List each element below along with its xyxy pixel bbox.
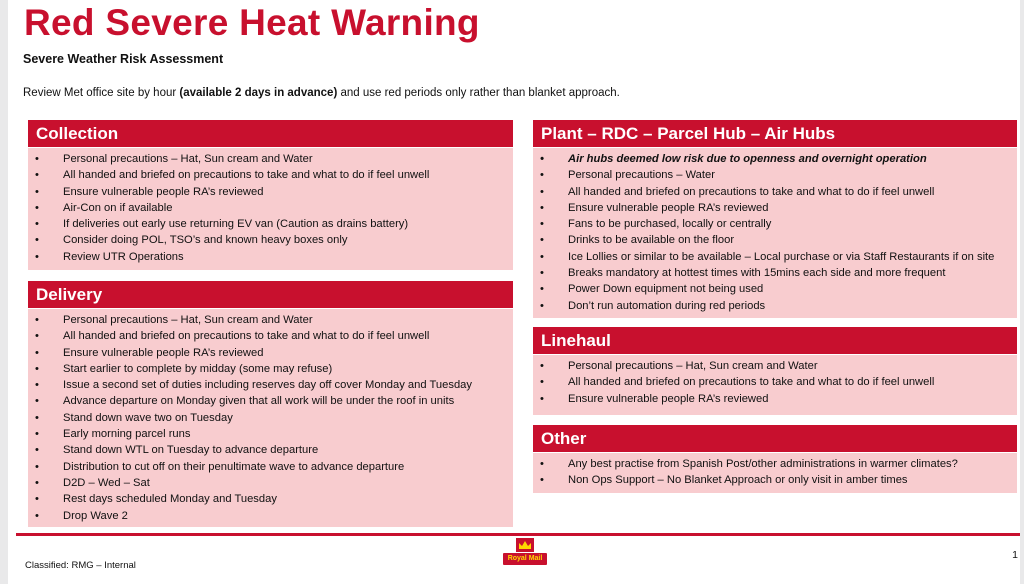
bullet-icon: •	[35, 460, 39, 473]
list-item	[533, 265, 1017, 281]
list-item	[533, 374, 1017, 390]
linehaul-list	[533, 358, 1017, 407]
list-item-text: Don’t run automation during red periods	[568, 299, 766, 312]
list-item	[28, 426, 513, 442]
list-item	[28, 167, 513, 183]
list-item-text: Ensure vulnerable people RA’s reviewed	[63, 346, 264, 359]
list-item	[28, 249, 513, 265]
delivery-list	[28, 312, 513, 524]
bullet-icon: •	[540, 474, 544, 487]
bullet-icon: •	[35, 234, 39, 247]
bullet-icon: •	[35, 362, 39, 375]
intro-text-end: and use red periods only rather than blanket approach.	[337, 87, 620, 99]
list-item	[28, 232, 513, 248]
bullet-icon: •	[35, 395, 39, 408]
intro-text	[23, 87, 620, 99]
list-item	[533, 184, 1017, 200]
list-item	[533, 456, 1017, 472]
list-item-text: If deliveries out early use returning EV van (Caution as drains battery)	[63, 218, 409, 231]
list-item	[533, 472, 1017, 488]
list-item	[28, 377, 513, 393]
list-item-text: Distribution to cut off on their penultimate wave to advance departure	[63, 460, 405, 473]
list-item-text: Non Ops Support – No Blanket Approach or only visit in amber times	[568, 474, 908, 487]
logo-wordmark: Royal Mail	[503, 553, 547, 565]
bullet-icon: •	[35, 428, 39, 441]
bullet-icon: •	[540, 283, 544, 296]
bullet-icon: •	[540, 392, 544, 405]
list-item-text: Personal precautions – Hat, Sun cream and Water	[63, 314, 313, 326]
list-item-text: Air hubs deemed low risk due to openness and overnight operation	[568, 153, 927, 165]
page-title: Red Severe Heat Warning	[24, 2, 480, 43]
list-item-text: Stand down WTL on Tuesday to advance departure	[63, 444, 319, 457]
list-item-text: Issue a second set of duties including reserves day off cover Monday and Tuesday	[63, 379, 472, 392]
list-item	[28, 328, 513, 344]
list-item-text: D2D – Wed – Sat	[63, 476, 150, 489]
bullet-icon: •	[35, 218, 39, 231]
list-item	[533, 281, 1017, 297]
section-header-other: Other	[533, 425, 1017, 452]
section-body-delivery	[28, 309, 513, 527]
list-item-text: Power Down equipment not being used	[568, 283, 764, 296]
list-item	[28, 151, 513, 167]
list-item-text: Review UTR Operations	[63, 250, 184, 263]
list-item	[533, 200, 1017, 216]
list-item-text: Personal precautions – Hat, Sun cream and Water	[63, 153, 313, 165]
list-item-text: Consider doing POL, TSO’s and known heavy boxes only	[63, 234, 348, 247]
list-item-text: Ice Lollies or similar to be available – Local purchase or via Staff Restaurants if on site	[568, 250, 995, 263]
list-item-text: Ensure vulnerable people RA’s reviewed	[568, 201, 769, 214]
bullet-icon: •	[540, 218, 544, 231]
list-item-text: Personal precautions – Hat, Sun cream and Water	[568, 360, 818, 372]
list-item-text: All handed and briefed on precautions to take and what to do if feel unwell	[568, 376, 935, 389]
bullet-icon: •	[540, 153, 544, 165]
section-header-linehaul: Linehaul	[533, 327, 1017, 354]
list-item-text: All handed and briefed on precautions to take and what to do if feel unwell	[63, 169, 430, 182]
bullet-icon: •	[35, 314, 39, 326]
list-item-text: Ensure vulnerable people RA’s reviewed	[568, 392, 769, 405]
list-item	[28, 184, 513, 200]
list-item	[28, 200, 513, 216]
bullet-icon: •	[540, 234, 544, 247]
bullet-icon: •	[540, 169, 544, 182]
bullet-icon: •	[540, 299, 544, 312]
list-item-text: Start earlier to complete by midday (some may refuse)	[63, 362, 333, 375]
list-item	[533, 167, 1017, 183]
bullet-icon: •	[35, 169, 39, 182]
list-item	[28, 491, 513, 507]
section-header-plant: Plant – RDC – Parcel Hub – Air Hubs	[533, 120, 1017, 147]
section-body-plant	[533, 148, 1017, 318]
list-item	[28, 442, 513, 458]
section-body-other	[533, 453, 1017, 493]
list-item	[28, 459, 513, 475]
list-item-text: Rest days scheduled Monday and Tuesday	[63, 493, 277, 506]
list-item-text: Ensure vulnerable people RA’s reviewed	[63, 185, 264, 198]
section-header-delivery: Delivery	[28, 281, 513, 308]
list-item-text: Any best practise from Spanish Post/other administrations in warmer climates?	[568, 458, 958, 470]
bullet-icon: •	[35, 346, 39, 359]
list-item-text: Breaks mandatory at hottest times with 15mins each side and more frequent	[568, 267, 946, 280]
list-item	[28, 361, 513, 377]
bullet-icon: •	[35, 153, 39, 165]
bullet-icon: •	[35, 411, 39, 424]
list-item	[28, 216, 513, 232]
classification-label: Classified: RMG – Internal	[25, 560, 136, 571]
section-body-collection	[28, 148, 513, 270]
bullet-icon: •	[35, 444, 39, 457]
royal-mail-logo	[503, 538, 547, 574]
crown-icon	[516, 538, 534, 552]
list-item	[533, 358, 1017, 374]
bullet-icon: •	[35, 476, 39, 489]
list-item-text: Early morning parcel runs	[63, 428, 191, 441]
list-item	[28, 345, 513, 361]
section-body-linehaul	[533, 355, 1017, 415]
intro-text-bold: (available 2 days in advance)	[179, 87, 338, 99]
bullet-icon: •	[35, 185, 39, 198]
list-item	[28, 410, 513, 426]
bullet-icon: •	[540, 201, 544, 214]
list-item-text: Drinks to be available on the floor	[568, 234, 735, 247]
list-item	[28, 393, 513, 409]
intro-text-start: Review Met office site by hour	[23, 87, 180, 99]
bullet-icon: •	[35, 379, 39, 392]
bullet-icon: •	[540, 360, 544, 372]
other-list	[533, 456, 1017, 489]
list-item-text: Air-Con on if available	[63, 201, 173, 214]
list-item	[533, 216, 1017, 232]
list-item-text: All handed and briefed on precautions to take and what to do if feel unwell	[63, 330, 430, 343]
bullet-icon: •	[540, 185, 544, 198]
page-subtitle: Severe Weather Risk Assessment	[23, 52, 224, 66]
bullet-icon: •	[35, 330, 39, 343]
list-item-text: Personal precautions – Water	[568, 169, 715, 182]
footer-divider	[16, 533, 1020, 536]
list-item	[533, 298, 1017, 314]
document-page	[8, 0, 1020, 584]
section-header-collection: Collection	[28, 120, 513, 147]
bullet-icon: •	[540, 267, 544, 280]
plant-list	[533, 151, 1017, 314]
bullet-icon: •	[35, 493, 39, 506]
bullet-icon: •	[540, 458, 544, 470]
list-item-text: Fans to be purchased, locally or centrally	[568, 218, 772, 231]
list-item	[28, 475, 513, 491]
list-item	[533, 232, 1017, 248]
bullet-icon: •	[35, 509, 39, 522]
bullet-icon: •	[540, 250, 544, 263]
list-item-text: Drop Wave 2	[63, 509, 128, 522]
list-item	[28, 312, 513, 328]
collection-list	[28, 151, 513, 265]
list-item-text: Stand down wave two on Tuesday	[63, 411, 233, 424]
bullet-icon: •	[35, 201, 39, 214]
page-number: 1	[1012, 549, 1018, 561]
list-item	[533, 151, 1017, 167]
bullet-icon: •	[540, 376, 544, 389]
list-item	[28, 508, 513, 524]
list-item	[533, 249, 1017, 265]
bullet-icon: •	[35, 250, 39, 263]
list-item-text: All handed and briefed on precautions to take and what to do if feel unwell	[568, 185, 935, 198]
list-item	[533, 391, 1017, 407]
list-item-text: Advance departure on Monday given that all work will be under the roof in units	[63, 395, 455, 408]
